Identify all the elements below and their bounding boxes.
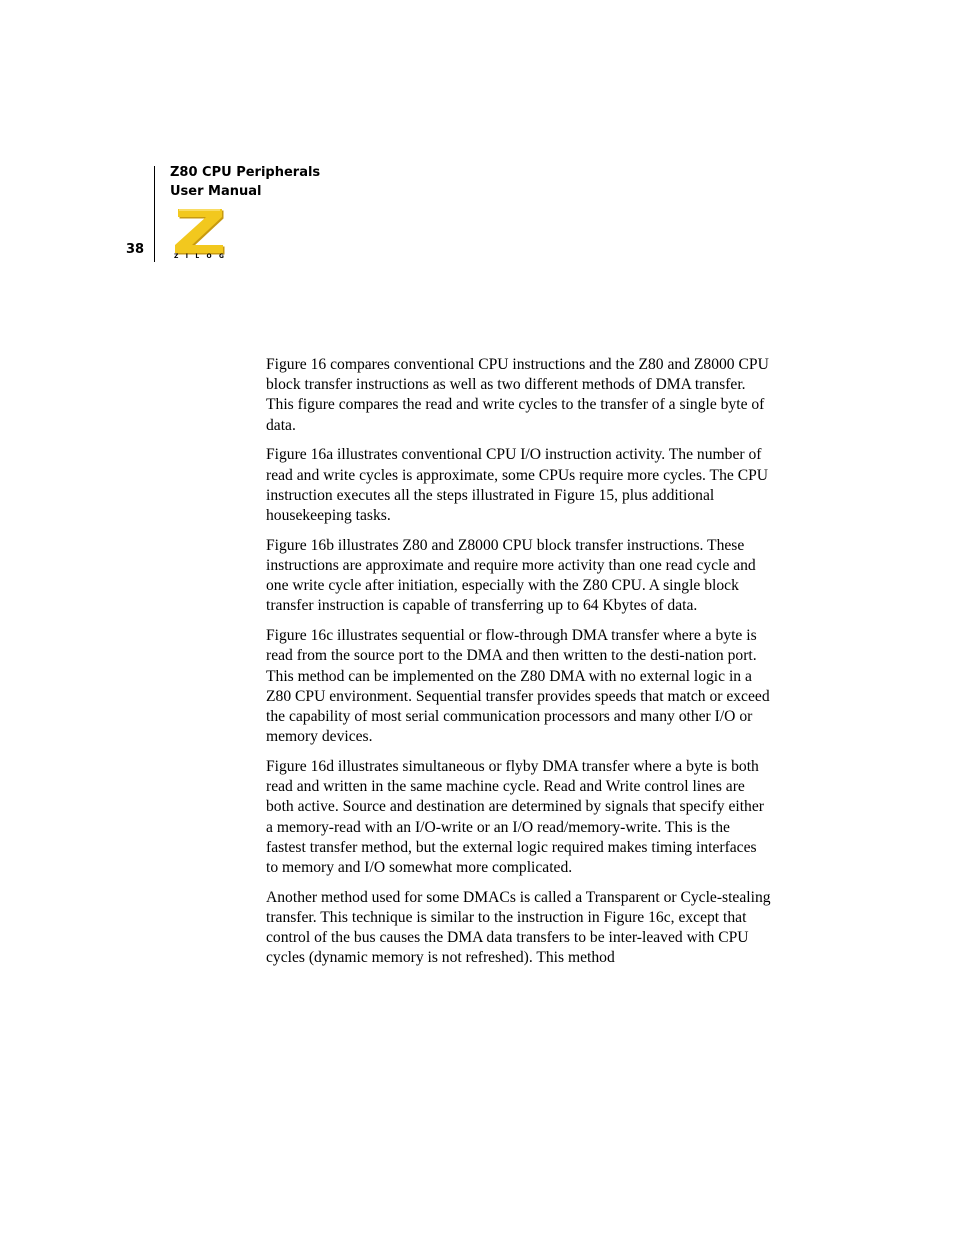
logo-letter: O — [206, 253, 212, 260]
header-divider — [154, 166, 155, 262]
paragraph: Figure 16d illustrates simultaneous or flyby DMA transfer where a byte is both read and written in the same machine cycle. Read and Write control lines are both active. Source and destination are determined by signals that specify either a memory-read with an I/O-write or an I/O read/memory-write. This is the fastest transfer method, but the external logic required makes timing interfaces to memory and I/O somewhat more complicated. — [266, 758, 764, 877]
paragraph: Figure 16b illustrates Z80 and Z8000 CPU block transfer instructions. These instructions are approximate and require more activity than one read cycle and one write cycle after initiation, especially with the Z80 CPU. A single block transfer instruction is capable of transferring up to 64 Kbytes of data. — [266, 536, 756, 615]
zilog-wordmark — [174, 253, 224, 260]
page-number: 38 — [126, 242, 145, 257]
paragraph: Figure 16c illustrates sequential or flow-through DMA transfer where a byte is read from the source port to the DMA and then written to the desti-nation port. This method can be implemented on the Z80 DMA with no external logic in a Z80 CPU environment. Sequential transfer provides speeds that match or exceed the capability of most serial communication processors and many other I/O or memory devices. — [266, 627, 770, 746]
manual-subtitle: User Manual — [170, 184, 262, 199]
logo-letter: G — [219, 253, 224, 260]
page-header — [0, 0, 954, 300]
paragraph: Figure 16a illustrates conventional CPU I/O instruction activity. The number of read and write cycles is approximate, some CPUs require more cycles. The CPU instruction executes all the steps illustrated in Figure 15, plus additional housekeeping tasks. — [266, 446, 769, 525]
body-text — [266, 355, 772, 978]
logo-letter: L — [195, 253, 200, 260]
manual-title: Z80 CPU Peripherals — [170, 165, 321, 180]
paragraph: Figure 16 compares conventional CPU instructions and the Z80 and Z8000 CPU block transfer instructions as well as two different methods of DMA transfer. This figure compares the read and write cycles to the transfer of a single byte of data. — [266, 356, 769, 434]
paragraph: Another method used for some DMACs is called a Transparent or Cycle-stealing transfer. This technique is similar to the instruction in Figure 16c, except that control of the bus causes the DMA data transfers to be inter-leaved with CPU cycles (dynamic memory is not refreshed). This method — [266, 888, 771, 967]
logo-letter: Z — [174, 253, 179, 260]
logo-letter: I — [185, 253, 188, 260]
